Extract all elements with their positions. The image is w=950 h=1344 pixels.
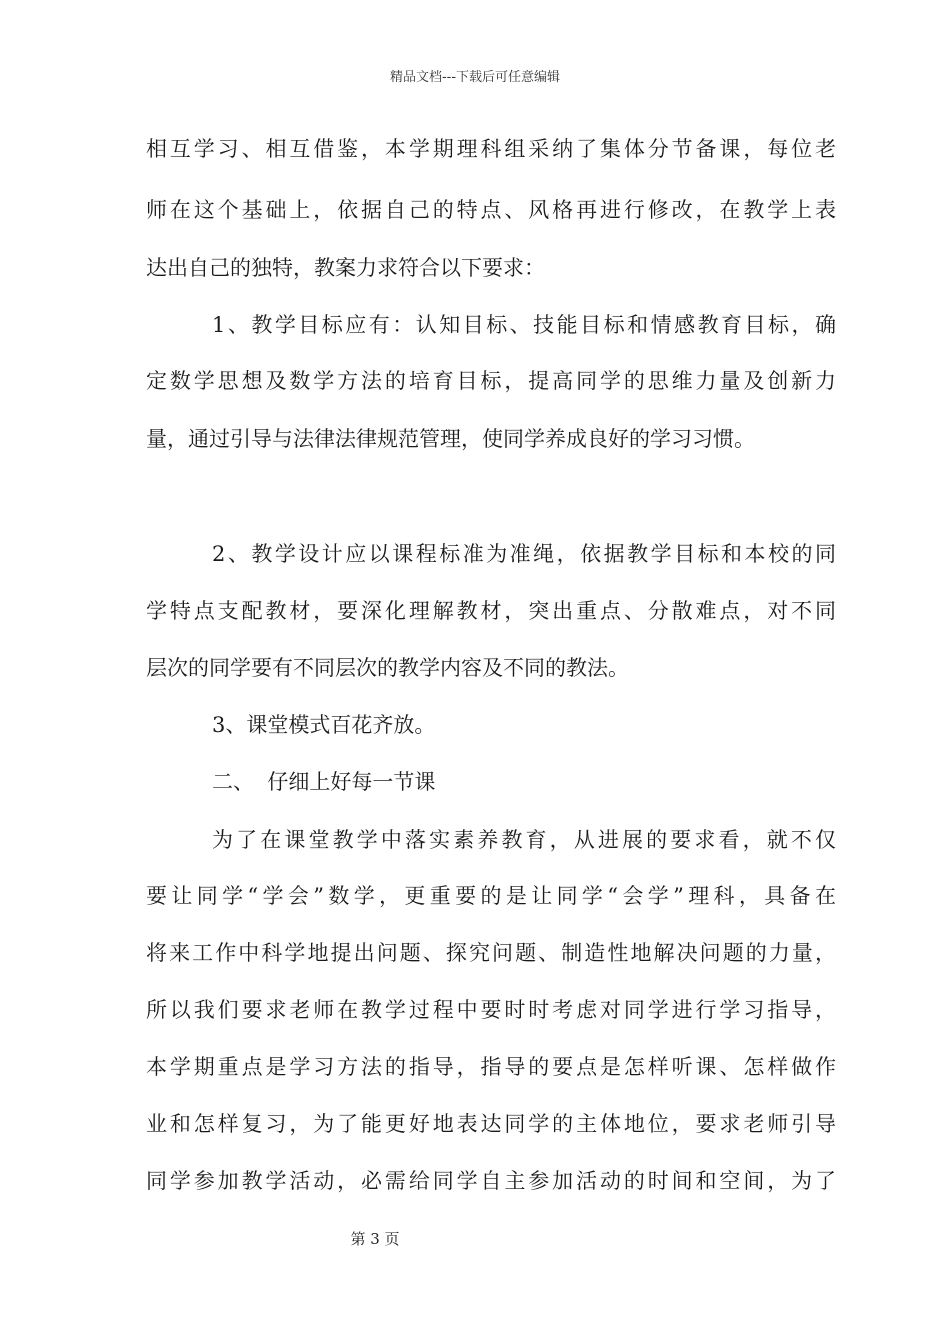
paragraph-line: 定数学思想及数学方法的培育目标，提高同学的思维力量及创新力	[146, 369, 836, 393]
paragraph-line: 3、课堂模式百花齐放。	[212, 713, 436, 737]
paragraph-line: 同学参加教学活动，必需给同学自主参加活动的时间和空间，为了	[146, 1169, 836, 1193]
paragraph-line: 2、教学设计应以课程标准为准绳，依据教学目标和本校的同	[212, 542, 836, 566]
paragraph-line: 为了在课堂教学中落实素养教育，从进展的要求看，就不仅	[212, 828, 836, 852]
paragraph-line: 要让同学“学会”数学，更重要的是让同学“会学”理科，具备在	[146, 884, 836, 908]
paragraph-line: 师在这个基础上，依据自己的特点、风格再进行修改，在教学上表	[146, 198, 836, 222]
paragraph-line: 本学期重点是学习方法的指导，指导的要点是怎样听课、怎样做作	[146, 1055, 836, 1079]
paragraph-line: 将来工作中科学地提出问题、探究问题、制造性地解决问题的力量，	[146, 941, 836, 965]
page-number: 第 3 页	[350, 1230, 400, 1248]
paragraph-line: 层次的同学要有不同层次的教学内容及不同的教法。	[146, 656, 629, 680]
paragraph-line: 达出自己的独特，教案力求符合以下要求：	[146, 256, 545, 280]
paragraph-line: 所以我们要求老师在教学过程中要时时考虑对同学进行学习指导，	[146, 998, 836, 1022]
paragraph-line: 1、教学目标应有：认知目标、技能目标和情感教育目标，确	[212, 313, 836, 337]
paragraph-line: 学特点支配教材，要深化理解教材，突出重点、分散难点，对不同	[146, 599, 836, 623]
paragraph-line: 相互学习、相互借鉴，本学期理科组采纳了集体分节备课，每位老	[146, 137, 836, 161]
paragraph-line: 量，通过引导与法律法律规范管理，使同学养成良好的学习习惯。	[146, 427, 755, 451]
page-header: 精品文档---下载后可任意编辑	[389, 70, 561, 85]
section-heading: 二、 仔细上好每一节课	[212, 770, 436, 794]
paragraph-line: 业和怎样复习，为了能更好地表达同学的主体地位，要求老师引导	[146, 1112, 836, 1136]
